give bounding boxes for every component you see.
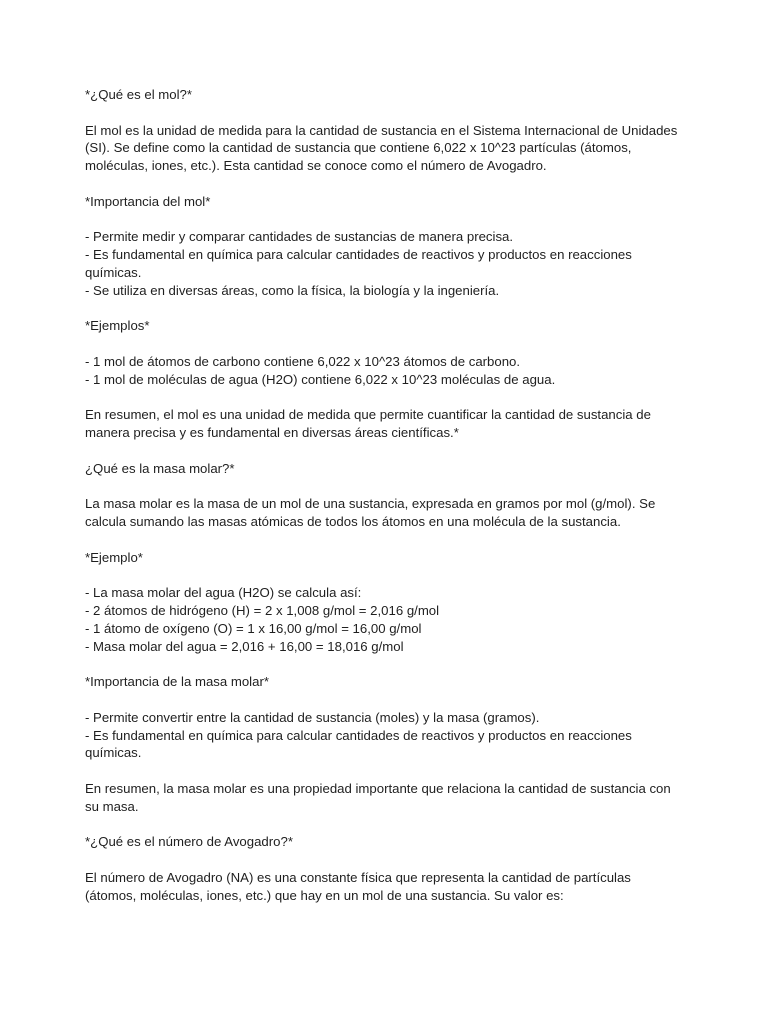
list-item: - Se utiliza en diversas áreas, como la física, la biología y la ingeniería. [85, 282, 500, 298]
section-title-what-is-mol: *¿Qué es el mol?* [85, 87, 193, 102]
section-title-examples: *Ejemplos* [85, 318, 150, 334]
section-title-example: *Ejemplo* [85, 549, 143, 565]
document-content [85, 86, 685, 922]
section-title-what-is-molar-mass: ¿Qué es la masa molar?* [85, 460, 235, 476]
list-item: - Es fundamental en química para calcular cantidades de reactivos y productos en reacciones químicas. [85, 247, 632, 280]
list-item: - 1 mol de moléculas de agua (H2O) contiene 6,022 x 10^23 moléculas de agua. [85, 371, 556, 387]
list-item: - Es fundamental en química para calcular cantidades de reactivos y productos en reacciones químicas. [85, 727, 632, 761]
paragraph-summary-mol: En resumen, el mol es una unidad de medida que permite cuantificar la cantidad de sustancia de manera precisa y es fundamental en diversas áreas científicas.* [85, 407, 651, 441]
list-examples [85, 353, 685, 389]
paragraph-molar-mass-definition: La masa molar es la masa de un mol de una sustancia, expresada en gramos por mol (g/mol). Se calcula sumando las masas atómicas de todos los átomos en una molécula de la sustancia. [85, 496, 656, 530]
list-item: - Permite convertir entre la cantidad de sustancia (moles) y la masa (gramos). [85, 709, 540, 725]
paragraph-avogadro-definition: El número de Avogadro (NA) es una constante física que representa la cantidad de partículas (átomos, moléculas, iones, etc.) que hay en un mol de una sustancia. Su valor es: [85, 870, 631, 903]
paragraph-mol-definition: El mol es la unidad de medida para la cantidad de sustancia en el Sistema Internacional de Unidades (SI). Se define como la cantidad de sustancia que contiene 6,022 x 10^23 partículas (átomos, moléculas, iones, etc.). Esta cantidad se conoce como el número de Avogadro. [85, 122, 678, 174]
list-item: - La masa molar del agua (H2O) se calcula así: [85, 585, 362, 601]
section-title-avogadro-number: *¿Qué es el número de Avogadro?* [85, 834, 293, 850]
list-item: - Permite medir y comparar cantidades de sustancias de manera precisa. [85, 229, 514, 245]
list-example-water [85, 584, 685, 655]
section-title-importance-molar-mass: *Importancia de la masa molar* [85, 674, 269, 690]
section-title-importance-mol: *Importancia del mol* [85, 193, 211, 209]
list-importance-molar-mass [85, 709, 685, 762]
list-item: - 1 mol de átomos de carbono contiene 6,022 x 10^23 átomos de carbono. [85, 353, 521, 369]
paragraph-summary-molar-mass: En resumen, la masa molar es una propiedad importante que relaciona la cantidad de sustancia con su masa. [85, 781, 671, 814]
list-importance-mol [85, 228, 685, 299]
list-item: - 1 átomo de oxígeno (O) = 1 x 16,00 g/mol = 16,00 g/mol [85, 620, 422, 636]
list-item: - 2 átomos de hidrógeno (H) = 2 x 1,008 g/mol = 2,016 g/mol [85, 603, 440, 619]
list-item: - Masa molar del agua = 2,016 + 16,00 = 18,016 g/mol [85, 638, 404, 654]
